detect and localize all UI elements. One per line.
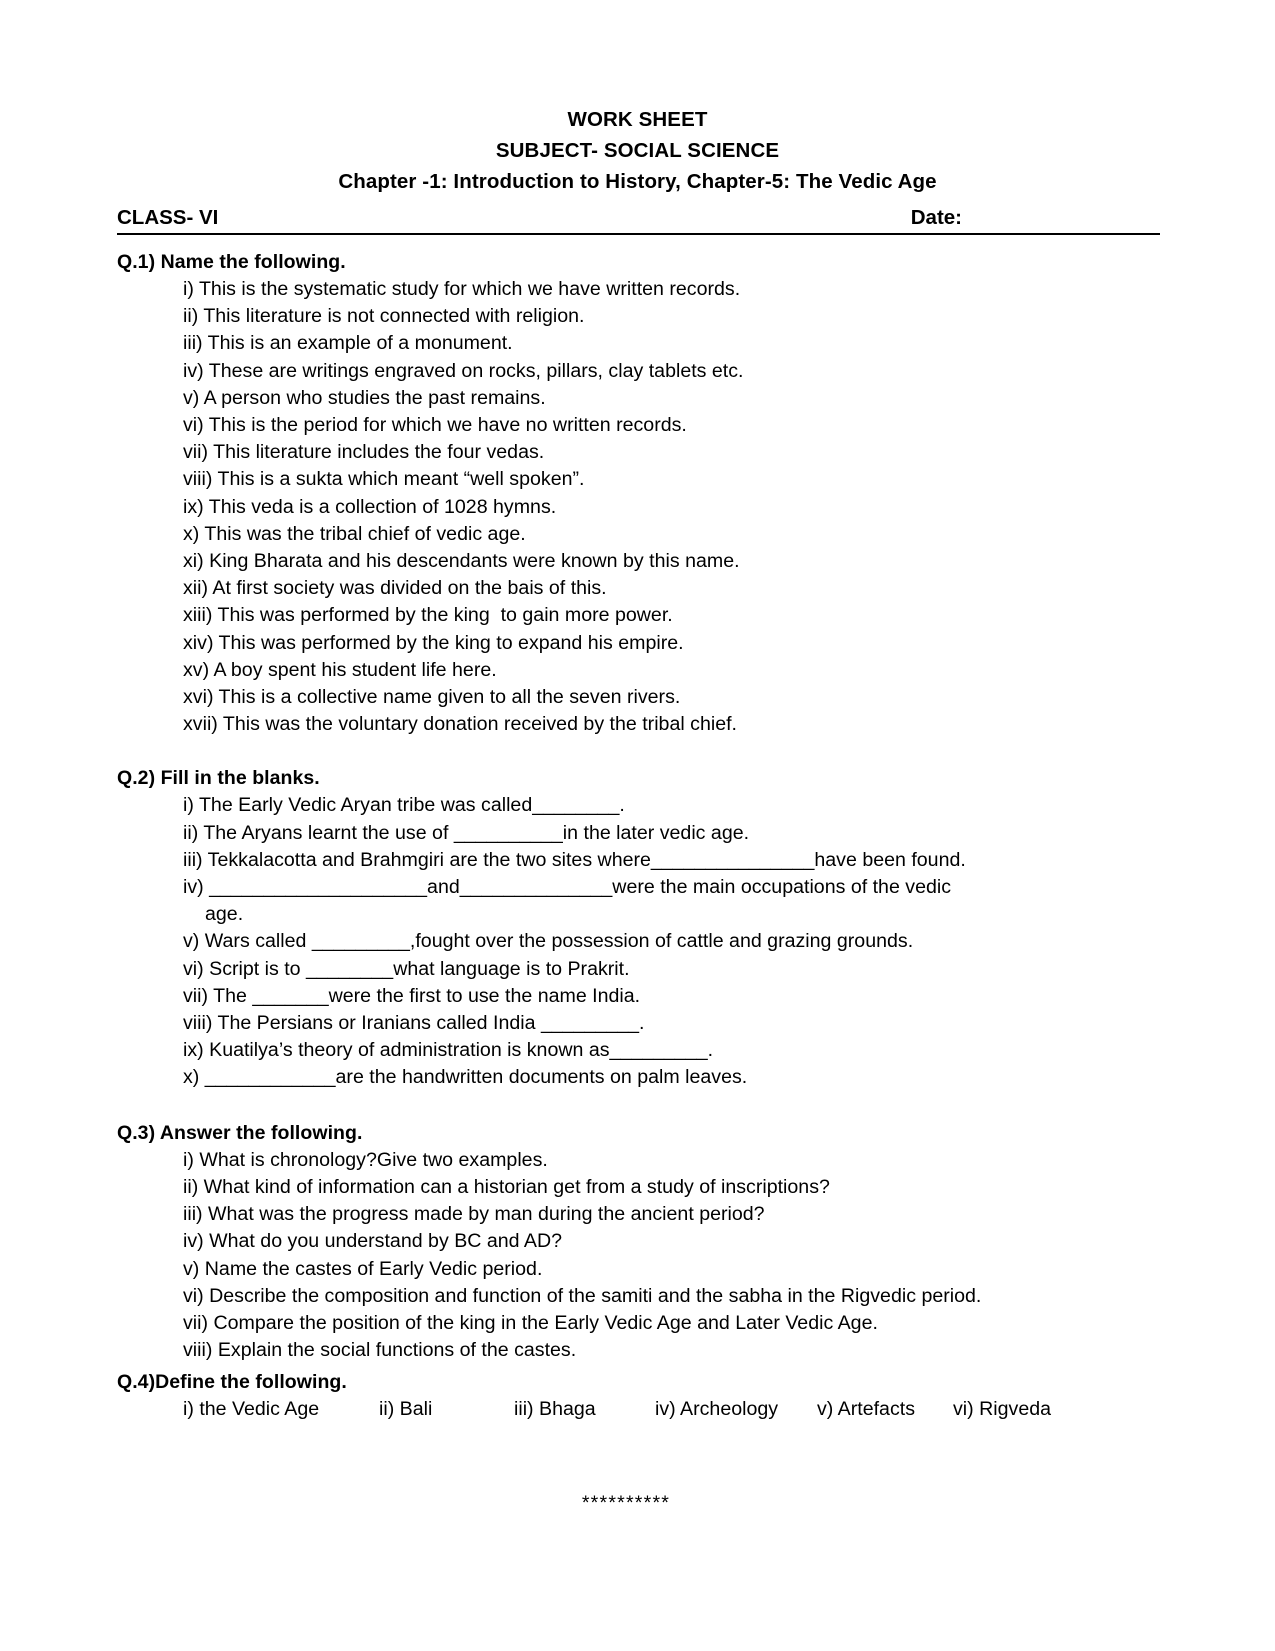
list-item: vii) This literature includes the four vedas. xyxy=(183,441,545,464)
class-date-row xyxy=(117,206,1160,235)
list-item: iii) This is an example of a monument. xyxy=(183,332,513,355)
document-header xyxy=(0,0,1275,197)
list-item: iv) Archeology xyxy=(655,1398,779,1421)
list-item: v) Artefacts xyxy=(817,1398,915,1421)
list-item: vi) Describe the composition and function of the samiti and the sabha in the Rigvedic period. xyxy=(183,1284,982,1307)
list-item: xv) A boy spent his student life here. xyxy=(183,658,497,681)
list-item: xiii) This was performed by the king to gain more power. xyxy=(183,604,673,627)
list-item: xi) King Bharata and his descendants were known by this name. xyxy=(183,550,740,573)
list-item: ix) This veda is a collection of 1028 hymns. xyxy=(183,495,557,518)
worksheet-body xyxy=(117,251,1215,1515)
question-2-items xyxy=(117,792,1215,1091)
list-item: xiv) This was performed by the king to expand his empire. xyxy=(183,631,684,654)
list-item: ii) The Aryans learnt the use of __________in the later vedic age. xyxy=(183,821,750,844)
list-item: viii) Explain the social functions of the castes. xyxy=(183,1339,577,1362)
list-item: x) This was the tribal chief of vedic age. xyxy=(183,522,526,545)
list-item: xvii) This was the voluntary donation received by the tribal chief. xyxy=(183,713,737,736)
list-item: iv) What do you understand by BC and AD? xyxy=(183,1230,563,1253)
list-item: iii) Tekkalacotta and Brahmgiri are the two sites where_______________have been found. xyxy=(183,848,966,871)
footer-asterisks: ********** xyxy=(581,1491,671,1514)
list-item: iv) ____________________and______________were the main occupations of the vedic xyxy=(183,876,952,899)
list-item: vi) Rigveda xyxy=(953,1398,1052,1421)
question-3-heading: Q.3) Answer the following. xyxy=(117,1121,363,1144)
list-item: iii) What was the progress made by man during the ancient period? xyxy=(183,1203,765,1226)
date-label: Date: xyxy=(910,206,962,229)
subject-line: SUBJECT- SOCIAL SCIENCE xyxy=(495,139,780,162)
list-item: v) Wars called _________,fought over the possession of cattle and grazing grounds. xyxy=(183,930,914,953)
list-item: vi) This is the period for which we have no written records. xyxy=(183,414,687,437)
list-item: ix) Kuatilya’s theory of administration is known as_________. xyxy=(183,1039,714,1062)
list-item-continuation-text: age. xyxy=(205,903,244,926)
list-item: iii) Bhaga xyxy=(514,1398,596,1421)
list-item: ii) This literature is not connected with religion. xyxy=(183,305,585,328)
list-item: i) The Early Vedic Aryan tribe was called________. xyxy=(183,794,625,817)
question-3-items xyxy=(117,1147,1215,1365)
list-item: x) ____________are the handwritten documents on palm leaves. xyxy=(183,1066,748,1089)
question-2-heading: Q.2) Fill in the blanks. xyxy=(117,767,320,790)
question-4-items xyxy=(117,1396,1215,1423)
list-item: ii) Bali xyxy=(379,1398,433,1421)
list-item: viii) The Persians or Iranians called India _________. xyxy=(183,1012,645,1035)
class-label: CLASS- VI xyxy=(117,206,219,229)
list-item: i) This is the systematic study for which we have written records. xyxy=(183,278,741,300)
list-item: v) A person who studies the past remains. xyxy=(183,386,546,409)
list-item: xvi) This is a collective name given to all the seven rivers. xyxy=(183,686,681,709)
list-item: vi) Script is to ________what language is to Prakrit. xyxy=(183,957,630,980)
list-item-continuation xyxy=(117,901,1215,928)
question-1-items xyxy=(117,276,1215,738)
question-1-heading: Q.1) Name the following. xyxy=(117,251,346,273)
list-item: viii) This is a sukta which meant “well spoken”. xyxy=(183,468,585,491)
page-title: WORK SHEET xyxy=(567,108,708,131)
list-item: iv) These are writings engraved on rocks, pillars, clay tablets etc. xyxy=(183,359,744,382)
list-item: i) the Vedic Age xyxy=(183,1398,320,1421)
chapters-line: Chapter -1: Introduction to History, Chapter-5: The Vedic Age xyxy=(338,170,937,193)
list-item: vii) The _______were the first to use the name India. xyxy=(183,984,641,1007)
list-item: xii) At first society was divided on the bais of this. xyxy=(183,577,607,600)
question-4-heading: Q.4)Define the following. xyxy=(117,1371,347,1394)
list-item: vii) Compare the position of the king in the Early Vedic Age and Later Vedic Age. xyxy=(183,1311,878,1334)
list-item: ii) What kind of information can a historian get from a study of inscriptions? xyxy=(183,1175,830,1198)
list-item: i) What is chronology?Give two examples. xyxy=(183,1148,548,1171)
list-item: v) Name the castes of Early Vedic period. xyxy=(183,1257,543,1280)
